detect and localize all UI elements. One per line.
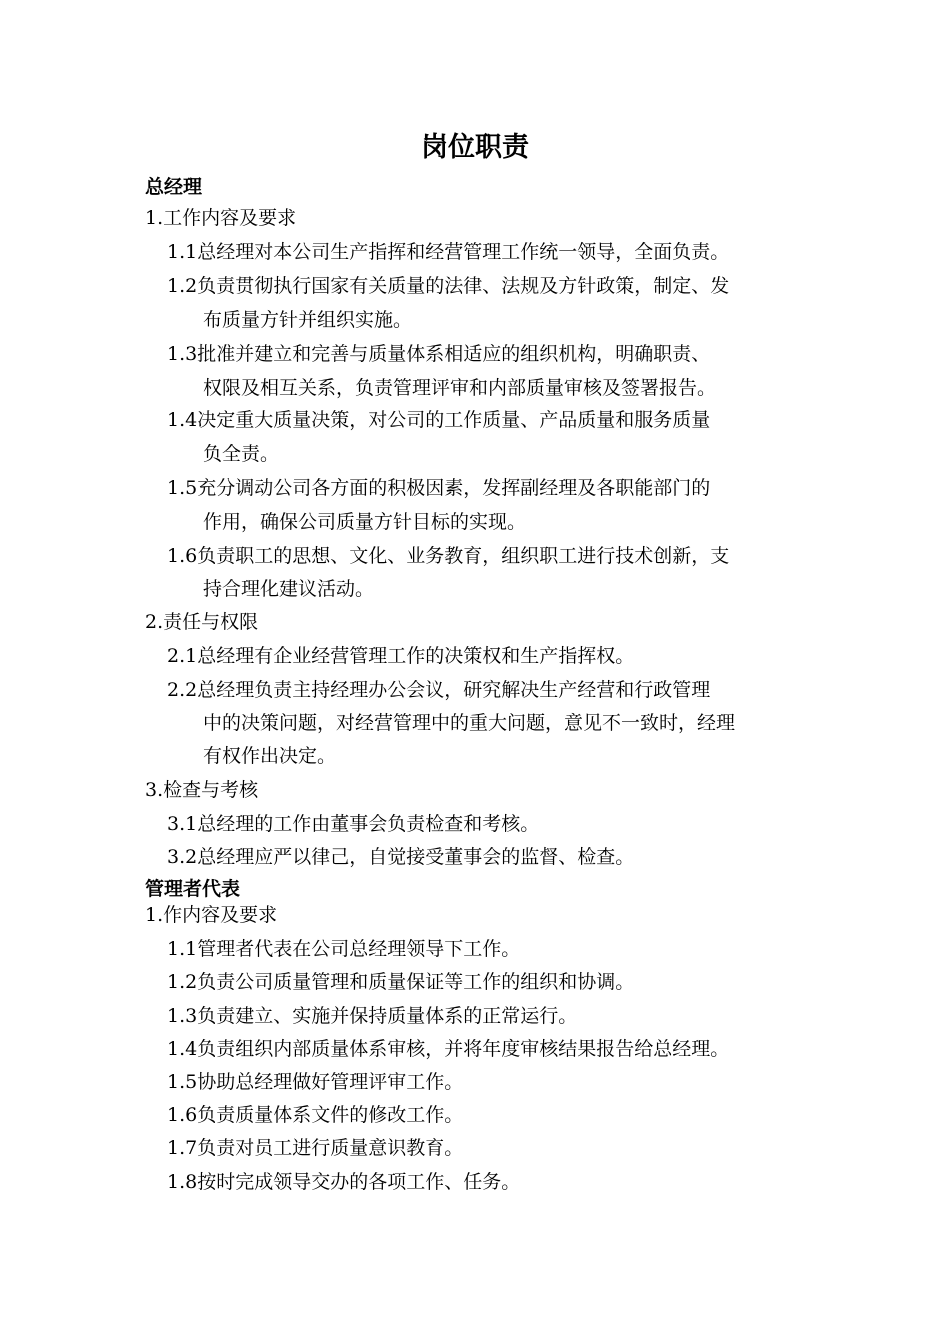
gm-s3-item-2: 3.2总经理应严以律己，自觉接受董事会的监督、检查。 bbox=[167, 846, 635, 868]
gm-s1-item-1: 1.1总经理对本公司生产指挥和经营管理工作统一领导，全面负责。 bbox=[167, 241, 730, 263]
mr-s1-item-5: 1.5协助总经理做好管理评审工作。 bbox=[167, 1071, 464, 1093]
page-title: 岗位职责 bbox=[421, 132, 529, 163]
section-heading-management-representative: 管理者代表 bbox=[145, 878, 241, 900]
gm-s3-item-1: 3.1总经理的工作由董事会负责检查和考核。 bbox=[167, 813, 540, 835]
gm-s1-item-3: 1.3批准并建立和完善与质量体系相适应的组织机构，明确职责、 bbox=[167, 343, 711, 365]
gm-s1-item-5: 1.5充分调动公司各方面的积极因素，发挥副经理及各职能部门的 bbox=[167, 477, 711, 499]
mr-s1-item-7: 1.7负责对员工进行质量意识教育。 bbox=[167, 1137, 464, 1159]
gm-s1-item-2: 1.2负责贯彻执行国家有关质量的法律、法规及方针政策，制定、发 bbox=[167, 275, 730, 297]
mr-s1-item-3: 1.3负责建立、实施并保持质量体系的正常运行。 bbox=[167, 1005, 578, 1027]
gm-s1-item-4: 1.4决定重大质量决策，对公司的工作质量、产品质量和服务质量 bbox=[167, 409, 711, 431]
gm-s1-item-5-cont: 作用，确保公司质量方针目标的实现。 bbox=[203, 511, 527, 533]
gm-s1-item-3-cont: 权限及相互关系，负责管理评审和内部质量审核及签署报告。 bbox=[203, 377, 717, 399]
section-heading-general-manager: 总经理 bbox=[145, 176, 203, 198]
gm-s2-item-2-cont-1: 中的决策问题，对经营管理中的重大问题，意见不一致时，经理 bbox=[203, 712, 736, 734]
gm-s2-item-1: 2.1总经理有企业经营管理工作的决策权和生产指挥权。 bbox=[167, 645, 635, 667]
gm-s1-item-6: 1.6负责职工的思想、文化、业务教育，组织职工进行技术创新，支 bbox=[167, 545, 730, 567]
mr-s1-item-8: 1.8按时完成领导交办的各项工作、任务。 bbox=[167, 1171, 521, 1193]
gm-s2-item-2: 2.2总经理负责主持经理办公会议，研究解决生产经营和行政管理 bbox=[167, 679, 711, 701]
mr-s1-item-1: 1.1管理者代表在公司总经理领导下工作。 bbox=[167, 938, 521, 960]
gm-s1-item-4-cont: 负全责。 bbox=[203, 443, 280, 465]
mr-s1-item-2: 1.2负责公司质量管理和质量保证等工作的组织和协调。 bbox=[167, 971, 635, 993]
gm-s1-item-6-cont: 持合理化建议活动。 bbox=[203, 578, 375, 600]
mr-s1-item-4: 1.4负责组织内部质量体系审核，并将年度审核结果报告给总经理。 bbox=[167, 1038, 730, 1060]
gm-s1-item-2-cont: 布质量方针并组织实施。 bbox=[203, 309, 413, 331]
gm-s2-item-2-cont-2: 有权作出决定。 bbox=[203, 745, 337, 767]
mr-s1-title: 1.作内容及要求 bbox=[145, 904, 278, 926]
gm-s2-title: 2.责任与权限 bbox=[145, 611, 259, 633]
gm-s3-title: 3.检查与考核 bbox=[145, 779, 259, 801]
mr-s1-item-6: 1.6负责质量体系文件的修改工作。 bbox=[167, 1104, 464, 1126]
gm-s1-title: 1.工作内容及要求 bbox=[145, 207, 297, 229]
